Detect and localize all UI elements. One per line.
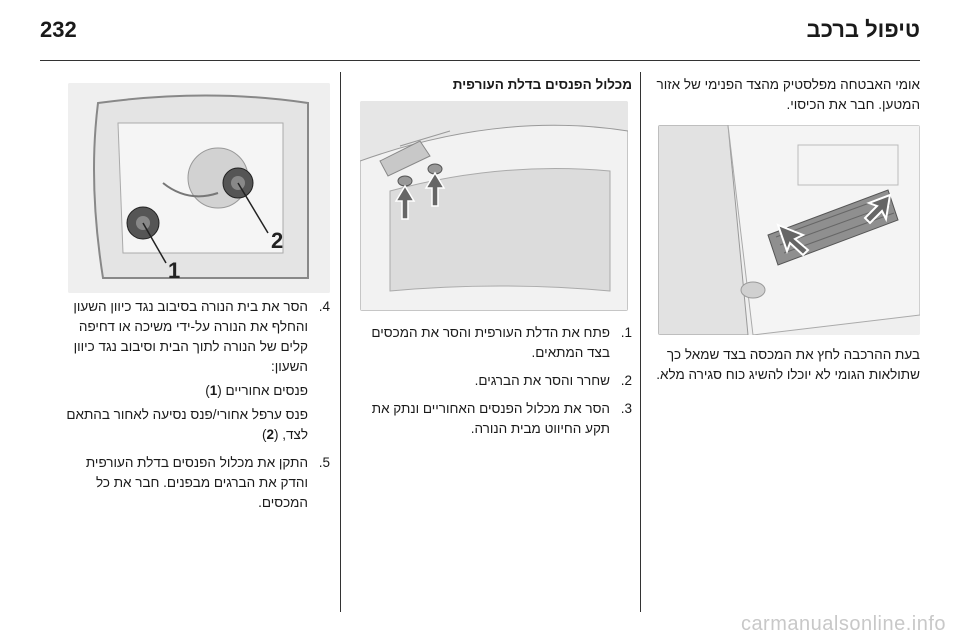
watermark: carmanualsonline.info [740,613,946,635]
bulb-holder-illustration [68,83,330,293]
right-column [654,75,920,389]
intro-text: אומי האבטחה מפלסטיק מהצד הפנימי של אזור המטען. חבר את הכיסוי. [656,77,920,112]
middle-column [352,75,632,447]
list-item: 1. פתח את הדלת העורפית והסר את המכסים בצד המתאים. [371,325,632,360]
sub-item-tail-lights: פנסים אחוריים (1) [205,383,308,398]
tailgate-heading: מכלול הפנסים בדלת העורפית [452,77,632,92]
figure-label-1: 1 [168,258,181,283]
tailgate-steps [352,323,632,439]
tailgate-figure [360,101,628,311]
trunk-cover-illustration [658,125,920,335]
list-item: 3. הסר את מכלול הפנסים האחוריים ונתק את תקע החיווט מבית הנורה. [371,401,632,436]
tailgate-illustration [360,101,628,311]
page-header [40,0,920,61]
sub-item-fog-reverse: פנס ערפל אחורי/פנס נסיעה לאחור בהתאם לצד, (2) [66,407,308,442]
column-divider-left [340,72,341,612]
figure-label-2: 2 [271,228,284,253]
left-column [60,75,330,521]
page-number: 232 [40,17,77,42]
note-text: בעת ההרכבה לחץ את המכסה בצד שמאל כך שתולאות הגומי לא יוכלו להשיג כוח סגירה מלא. [656,347,920,382]
list-item: 2. שחרר והסר את הברגים. [474,373,632,388]
list-item: 5. התקן את מכלול הפנסים בדלת העורפית והדק את הברגים מבפנים. חבר את כל המכסים. [85,455,330,510]
trunk-cover-figure [658,125,920,335]
bulb-holder-figure [68,83,330,293]
list-item: 4. הסר את בית הנורה בסיבוב נגד כיוון השעון והחלף את הנורה על-ידי משיכה או דחיפה קלים של הנורה לתוך הבית וסיבוב נגד כיוון השעון: פנסים אחוריים (1) פנס ערפל אחורי/פנס נסיעה לאחור בהתאם לצד, (2) [60,297,330,445]
section-title: טיפול ברכב [806,17,920,42]
column-divider-right [640,72,641,612]
bulb-steps [60,297,330,513]
